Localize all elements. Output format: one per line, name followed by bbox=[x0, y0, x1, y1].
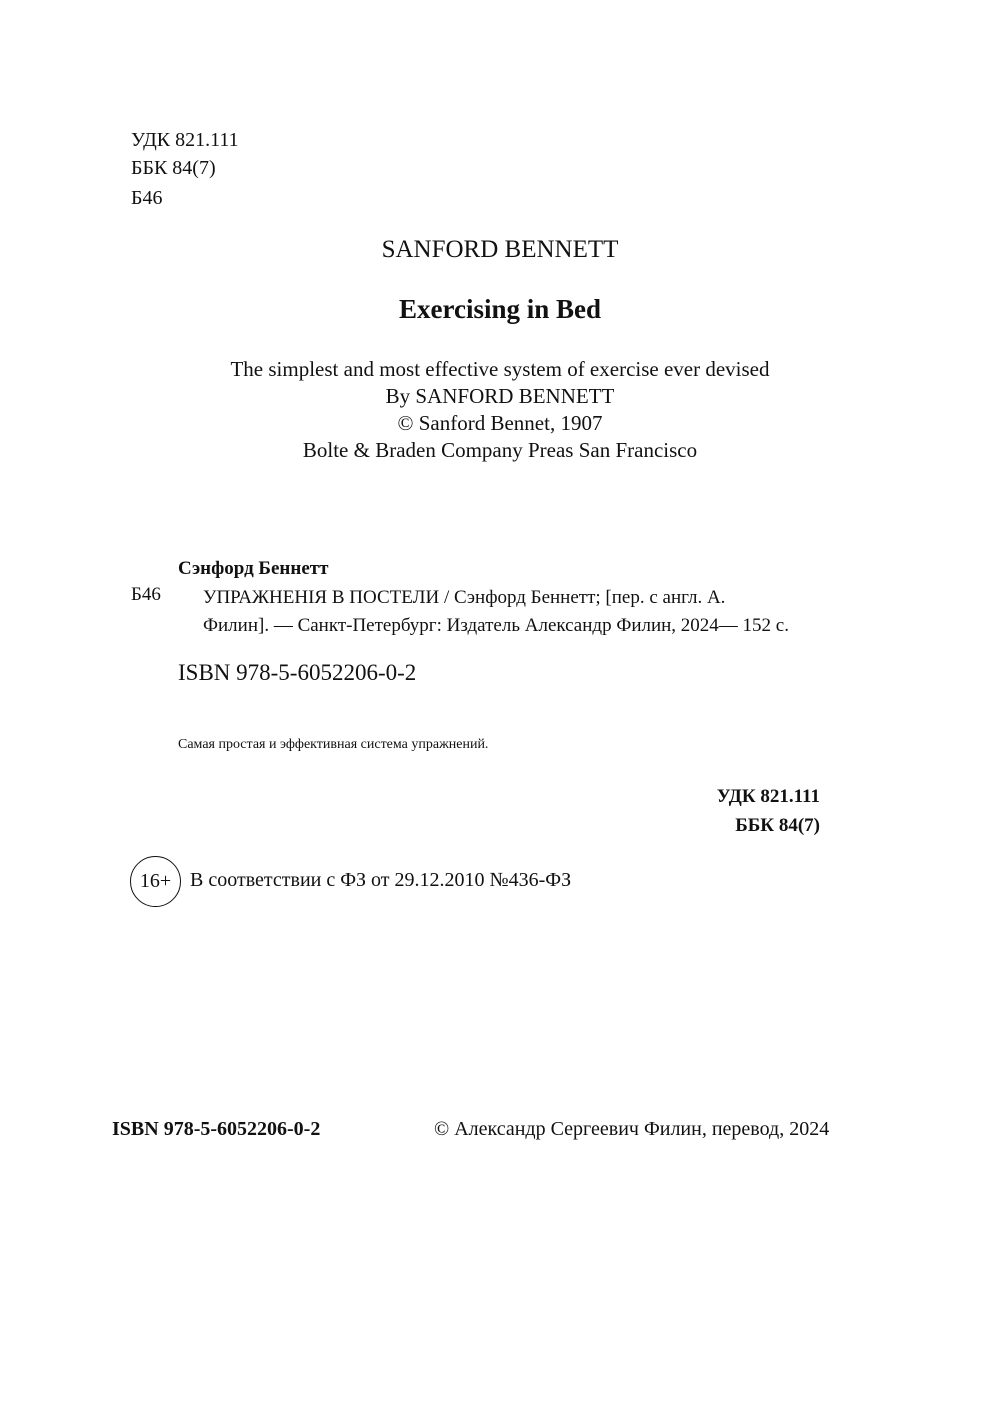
original-publisher: Bolte & Braden Company Preas San Francisco bbox=[302, 438, 698, 462]
catalog-author: Сэнфорд Беннетт bbox=[178, 558, 329, 579]
original-byline: By SANFORD BENNETT bbox=[385, 384, 615, 408]
catalog-codes bbox=[640, 782, 820, 840]
original-description bbox=[0, 356, 1000, 464]
original-title: Exercising in Bed bbox=[398, 294, 602, 324]
catalog-bbk: ББК 84(7) bbox=[735, 815, 820, 836]
footer-isbn: ISBN 978-5-6052206-0-2 bbox=[112, 1118, 321, 1140]
author-mark: Б46 bbox=[131, 187, 163, 209]
original-subtitle: The simplest and most effective system of exercise ever devised bbox=[230, 357, 770, 381]
udk-code: УДК 821.111 bbox=[131, 129, 239, 151]
footer-copyright: © Александр Сергеевич Филин, перевод, 2024 bbox=[434, 1118, 830, 1140]
catalog-line-1: УПРАЖНЕНIЯ В ПОСТЕЛИ / Сэнфорд Беннетт; [пер. с англ. А. bbox=[203, 587, 726, 608]
classification-codes bbox=[131, 126, 239, 212]
catalog-line-2: Филин]. — Санкт-Петербург: Издатель Александр Филин, 2024— 152 с. bbox=[203, 615, 789, 636]
catalog-annotation: Самая простая и эффективная система упражнений. bbox=[178, 737, 489, 752]
bbk-code: ББК 84(7) bbox=[131, 157, 216, 179]
age-rating-badge bbox=[130, 856, 181, 907]
catalog-description bbox=[203, 584, 789, 640]
age-rating-label: 16+ bbox=[139, 870, 172, 892]
catalog-code: Б46 bbox=[131, 584, 161, 605]
age-rating-text: В соответствии с ФЗ от 29.12.2010 №436-ФЗ bbox=[190, 869, 572, 891]
catalog-udk: УДК 821.111 bbox=[716, 786, 820, 807]
catalog-isbn: ISBN 978-5-6052206-0-2 bbox=[178, 660, 417, 685]
original-copyright: © Sanford Bennet, 1907 bbox=[397, 411, 603, 435]
original-author: SANFORD BENNETT bbox=[381, 236, 619, 263]
